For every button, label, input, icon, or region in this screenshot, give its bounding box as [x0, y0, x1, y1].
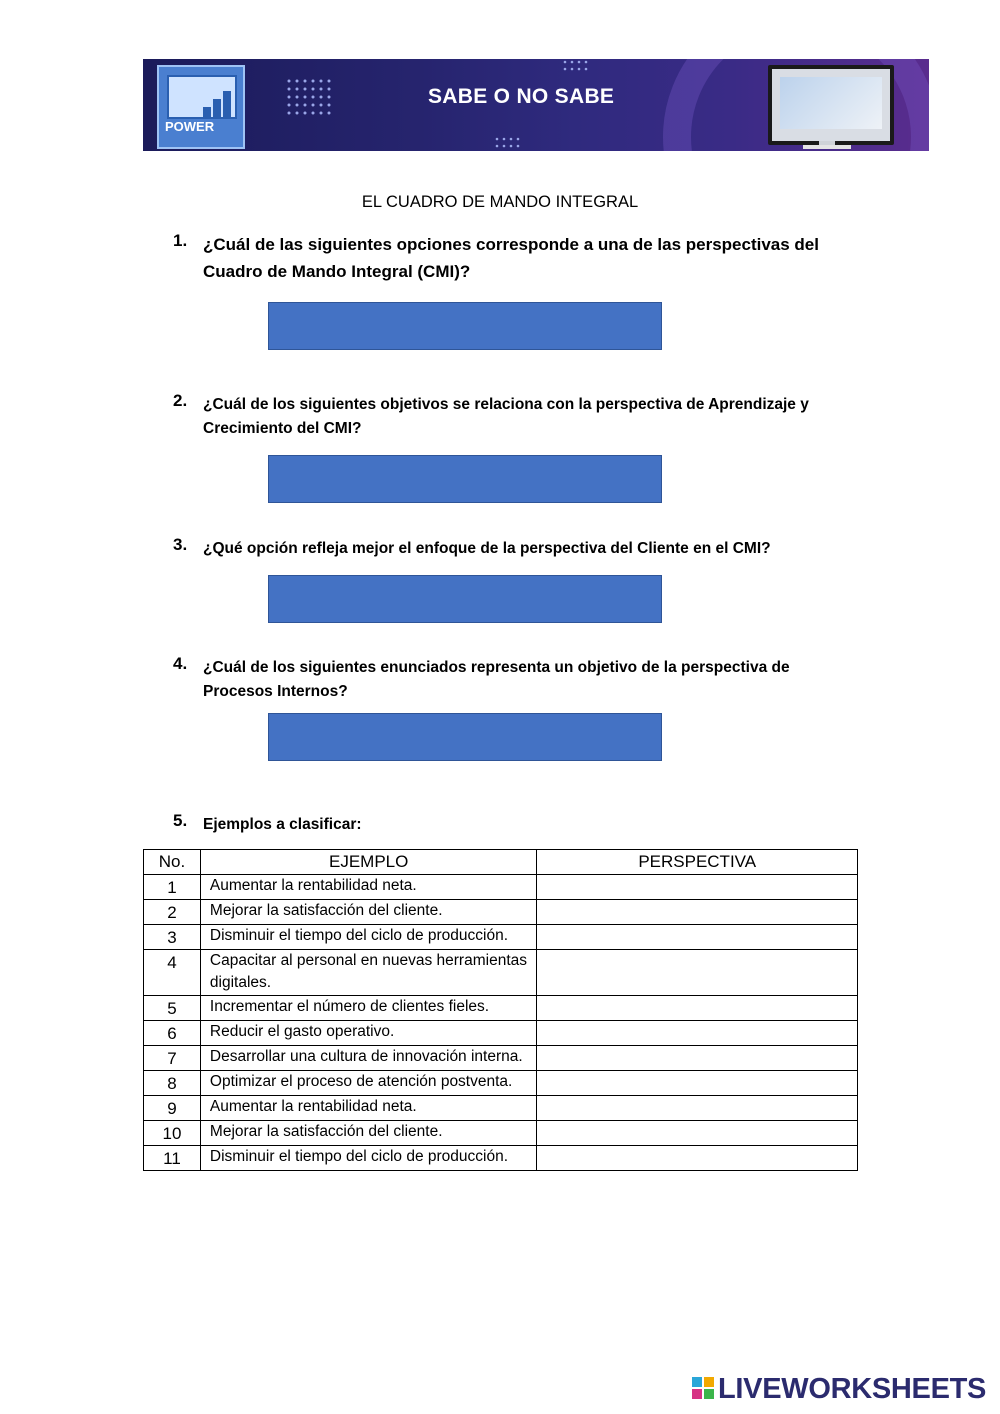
row-example: Mejorar la satisfacción del cliente. — [200, 900, 536, 925]
row-perspective-dropzone[interactable] — [537, 1046, 858, 1071]
row-example: Mejorar la satisfacción del cliente. — [200, 1121, 536, 1146]
answer-dropzone-3[interactable] — [268, 575, 662, 623]
table-row — [144, 1146, 858, 1171]
row-perspective-dropzone[interactable] — [537, 1096, 858, 1121]
header-perspectiva: PERSPECTIVA — [537, 850, 858, 875]
liveworksheets-wordmark: LIVEWORKSHEETS — [718, 1373, 987, 1405]
question-number: 5. — [173, 811, 188, 830]
row-perspective-dropzone[interactable] — [537, 1021, 858, 1046]
document-title: EL CUADRO DE MANDO INTEGRAL — [361, 193, 639, 211]
row-number: 1 — [144, 875, 201, 900]
row-perspective-dropzone[interactable] — [537, 1071, 858, 1096]
table-row — [144, 1021, 858, 1046]
header-no: No. — [144, 850, 201, 875]
row-example: Disminuir el tiempo del ciclo de producción. — [200, 925, 536, 950]
row-example: Desarrollar una cultura de innovación interna. — [200, 1046, 536, 1071]
dot-grid-bottom-icon — [493, 135, 527, 151]
row-number: 6 — [144, 1021, 201, 1046]
question-number: 4. — [173, 654, 188, 673]
question-text: ¿Cuál de los siguientes enunciados representa un objetivo de la perspectiva de Procesos Internos? — [203, 659, 790, 700]
row-example: Capacitar al personal en nuevas herramientas digitales. — [200, 950, 536, 996]
row-perspective-dropzone[interactable] — [537, 875, 858, 900]
answer-dropzone-2[interactable] — [268, 455, 662, 503]
table-row — [144, 1046, 858, 1071]
dot-grid-top-icon — [561, 59, 595, 73]
row-example: Aumentar la rentabilidad neta. — [200, 875, 536, 900]
table-row — [144, 950, 858, 996]
question-number: 2. — [173, 391, 188, 410]
question-text: Ejemplos a clasificar: — [203, 816, 362, 833]
row-example: Disminuir el tiempo del ciclo de producción. — [200, 1146, 536, 1171]
question-number: 3. — [173, 535, 188, 554]
liveworksheets-mark-icon — [692, 1377, 716, 1401]
row-number: 5 — [144, 996, 201, 1021]
row-perspective-dropzone[interactable] — [537, 1146, 858, 1171]
row-perspective-dropzone[interactable] — [537, 900, 858, 925]
row-number: 11 — [144, 1146, 201, 1171]
row-number: 8 — [144, 1071, 201, 1096]
row-number: 10 — [144, 1121, 201, 1146]
row-perspective-dropzone[interactable] — [537, 996, 858, 1021]
row-number: 2 — [144, 900, 201, 925]
table-row — [144, 1071, 858, 1096]
classification-table — [143, 849, 858, 1171]
answer-dropzone-4[interactable] — [268, 713, 662, 761]
table-row — [144, 996, 858, 1021]
row-example: Aumentar la rentabilidad neta. — [200, 1096, 536, 1121]
table-row — [144, 900, 858, 925]
row-number: 9 — [144, 1096, 201, 1121]
dot-grid-icon — [285, 77, 335, 121]
table-row — [144, 875, 858, 900]
monitor-icon — [768, 65, 894, 145]
row-perspective-dropzone[interactable] — [537, 1121, 858, 1146]
banner-title: SABE O NO SABE — [428, 85, 615, 108]
question-text: ¿Qué opción refleja mejor el enfoque de la perspectiva del Cliente en el CMI? — [203, 540, 771, 557]
table-row — [144, 925, 858, 950]
question-text: ¿Cuál de los siguientes objetivos se relaciona con la perspectiva de Aprendizaje y Crecimiento del CMI? — [203, 396, 809, 437]
table-row — [144, 1121, 858, 1146]
logo-label: POWER — [165, 119, 215, 134]
row-number: 4 — [144, 950, 201, 996]
row-example: Incrementar el número de clientes fieles. — [200, 996, 536, 1021]
question-text: ¿Cuál de las siguientes opciones corresponde a una de las perspectivas del Cuadro de Mando Integral (CMI)? — [203, 235, 819, 281]
row-number: 3 — [144, 925, 201, 950]
table-row — [144, 1096, 858, 1121]
row-number: 7 — [144, 1046, 201, 1071]
power-logo-icon — [157, 65, 245, 149]
row-perspective-dropzone[interactable] — [537, 950, 858, 996]
header-ejemplo: EJEMPLO — [200, 850, 536, 875]
answer-dropzone-1[interactable] — [268, 302, 662, 350]
table-header-row — [144, 850, 858, 875]
row-example: Optimizar el proceso de atención postventa. — [200, 1071, 536, 1096]
row-perspective-dropzone[interactable] — [537, 925, 858, 950]
row-example: Reducir el gasto operativo. — [200, 1021, 536, 1046]
question-number: 1. — [173, 231, 188, 250]
header-banner — [143, 59, 929, 151]
